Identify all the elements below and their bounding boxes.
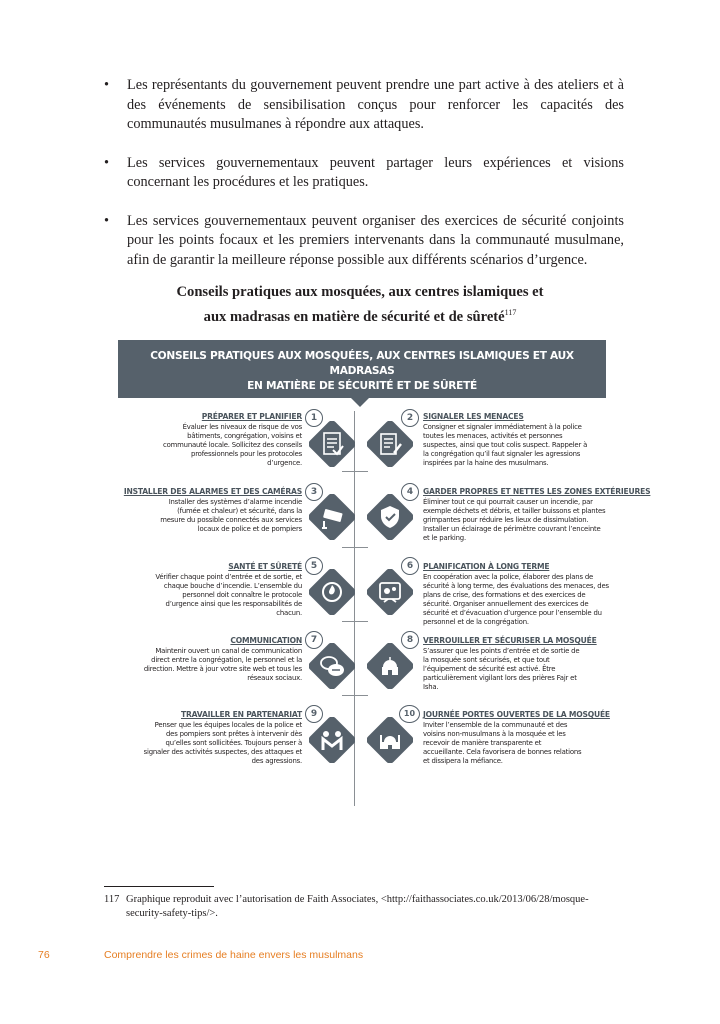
report-document-icon (367, 421, 413, 467)
bullet-item (104, 76, 624, 135)
partnership-icon (309, 717, 355, 763)
number-badge: 4 (401, 483, 419, 501)
fire-safety-icon (309, 569, 355, 615)
caption-line-2 (120, 303, 600, 328)
cctv-camera-icon (309, 494, 355, 540)
caption-line-1: Conseils pratiques aux mosquées, aux centres islamiques et (176, 284, 544, 300)
safety-tips-infographic (115, 337, 651, 811)
number-badge: 5 (305, 557, 323, 575)
tip-title: INSTALLER DES ALARMES ET DES CAMÉRAS (123, 487, 302, 496)
tip-text: Installer des systèmes d’alarme incendie (fumée et chaleur) et sécurité, dans la mesure du possible connectés aux services locaux de police et de pompiers (160, 498, 302, 533)
footnote-separator (104, 886, 214, 887)
tip-title: SANTÉ ET SÛRETÉ (228, 562, 302, 571)
timeline-tick (342, 547, 368, 548)
timeline-tick (342, 621, 368, 622)
figure-caption (120, 283, 600, 327)
tip-text: S’assurer que les points d’entrée et de sortie de la mosquée sont sécurisés, et que tout l’équipement de sécurité est activé. Être particulièrement vigilant lors des prières Fajr et Isha. (423, 647, 580, 691)
footnote-text-line-1[interactable]: Graphique reproduit avec l’autorisation de Faith Associates, <http://faithassociates.co.uk/2013/06/28/mosque- (126, 894, 589, 905)
tip-text: En coopération avec la police, élaborer des plans de sécurité à long terme, des évaluations des menaces, des plans de crise, des formations et des exercices de sécurité. Organiser annuellement des exercices de sécurité et d’évacuation d’urgence pour l’ensemble du personnel et de la congrégation. (423, 573, 609, 626)
bullet-item (104, 154, 624, 193)
caption-line-2-text: aux madrasas en matière de sécurité et de sûreté (203, 308, 505, 325)
number-badge: 6 (401, 557, 419, 575)
banner-pointer (351, 398, 369, 407)
number-badge: 3 (305, 483, 323, 501)
number-badge: 1 (305, 409, 323, 427)
tip-text: Évaluer les niveaux de risque de vos bâtiments, congrégation, voisins et communauté locale. Sollicitez des conseils professionnels pour les protocoles d’urgence. (163, 423, 302, 467)
shield-check-icon (367, 494, 413, 540)
page-number: 76 (38, 949, 50, 961)
planning-icon (367, 569, 413, 615)
timeline-tick (342, 695, 368, 696)
infographic-title-line-1: CONSEILS PRATIQUES AUX MOSQUÉES, AUX CENTRES ISLAMIQUES ET AUX MADRASAS (150, 350, 574, 377)
infographic-title (118, 349, 606, 394)
bullet-symbol: • (104, 212, 110, 229)
chat-bubbles-icon (309, 643, 355, 689)
tip-title: PRÉPARER ET PLANIFIER (201, 412, 302, 421)
bullet-text: Les représentants du gouvernement peuvent prendre une part active à des ateliers et à des événements de sensibilisation conçus pour renforcer les capacités des communautés musulmanes à répondre aux attaques. (127, 77, 624, 132)
tip-text: Éliminer tout ce qui pourrait causer un incendie, par exemple déchets et débris, et tailler buissons et plantes grimpantes pour réduire les lieux de dissimulation. Installer un éclairage de périmètre couvrant l’enceinte et le parking. (423, 498, 606, 542)
mosque-open-day-icon (367, 717, 413, 763)
bullet-text: Les services gouvernementaux peuvent organiser des exercices de sécurité conjoints pour les points focaux et les premiers intervenants dans la communauté musulmane, afin de garantir la meilleure réponse possible aux différents scénarios d’urgence. (127, 212, 624, 268)
number-badge: 9 (305, 705, 323, 723)
footnote-reference[interactable]: 117 (504, 307, 517, 317)
mosque-icon (367, 643, 413, 689)
running-footer-title: Comprendre les crimes de haine envers les musulmans (104, 949, 364, 961)
footnote (104, 893, 624, 921)
bullet-item (104, 212, 624, 271)
tip-text: Penser que les équipes locales de la police et des pompiers sont prêtes à intervenir dès qu’elles sont sollicitées. Toujours penser à signaler des activités suspectes, des attaques et des agressions. (143, 721, 302, 765)
tip-title: JOURNÉE PORTES OUVERTES DE LA MOSQUÉE (423, 710, 610, 719)
tip-text: Vérifier chaque point d’entrée et de sortie, et chaque bouche d’incendie. L’ensemble du personnel doit connaître le protocole d’urgence ainsi que les responsabilités de chacun. (155, 573, 302, 617)
footnote-number: 117 (104, 894, 120, 905)
infographic-title-line-2: EN MATIÈRE DE SÉCURITÉ ET DE SÛRETÉ (247, 380, 477, 392)
tip-title: VERROUILLER ET SÉCURISER LA MOSQUÉE (423, 636, 597, 645)
tip-text: Maintenir ouvert un canal de communication direct entre la congrégation, le personnel et la direction. Mettre à jour votre site web et tous les réseaux sociaux. (143, 647, 302, 682)
infographic-banner (118, 340, 606, 398)
tip-title: COMMUNICATION (230, 636, 302, 645)
tip-title: GARDER PROPRES ET NETTES LES ZONES EXTÉRIEURES (423, 487, 651, 496)
tip-title: PLANIFICATION À LONG TERME (423, 562, 550, 571)
tip-title: SIGNALER LES MENACES (423, 412, 524, 421)
number-badge: 7 (305, 631, 323, 649)
number-badge: 10 (399, 705, 420, 723)
number-badge: 2 (401, 409, 419, 427)
bullet-symbol: • (104, 154, 110, 171)
bullet-symbol: • (104, 77, 110, 93)
bullet-text: Les services gouvernementaux peuvent partager leurs expériences et visions concernant les procédures et les pratiques. (127, 154, 624, 190)
footnote-text-line-2[interactable]: security-safety-tips/>. (126, 908, 218, 919)
tip-title: TRAVAILLER EN PARTENARIAT (181, 710, 302, 719)
tip-text: Inviter l’ensemble de la communauté et des voisins non-musulmans à la mosquée et les recevoir de manière transparente et accueillante. Cela favorisera de bonnes relations et dissipera la méfiance. (423, 721, 582, 765)
bullet-list (104, 76, 624, 289)
checklist-icon (309, 421, 355, 467)
number-badge: 8 (401, 631, 419, 649)
tip-text: Consigner et signaler immédiatement à la police toutes les menaces, activités et personnes suspectes, ainsi que tout colis suspect. Rappeler à la congrégation qu’il faut signaler les agressions inspirées par la haine des musulmans. (423, 423, 588, 467)
timeline-tick (342, 471, 368, 472)
